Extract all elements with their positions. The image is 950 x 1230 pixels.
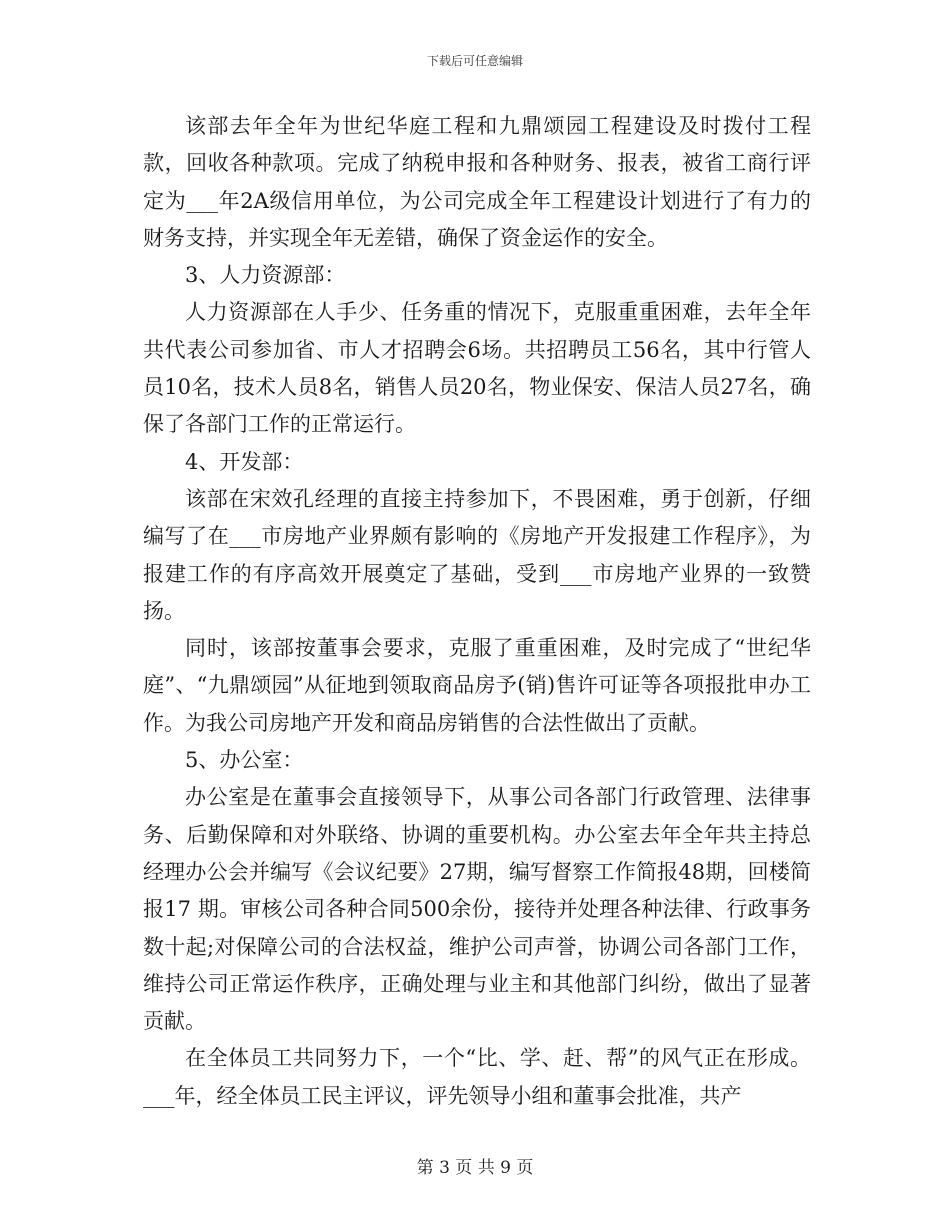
paragraph-development-1: 该部在宋效孔经理的直接主持参加下，不畏困难，勇于创新，仔细编写了在___市房地产业界颇有影响的《房地产开发报建工作程序》，为报建工作的有序高效开展奠定了基础，受到___市房地产业界的一致赞扬。	[143, 486, 811, 623]
paragraph-closing: 在全体员工共同努力下，一个“比、学、赶、帮”的风气正在形成。___年，经全体员工民主评议，评先领导小组和董事会批准，共产	[143, 1046, 811, 1108]
page-header: 下载后可任意编辑	[426, 54, 523, 68]
section-heading-hr: 3、人力资源部：	[185, 263, 346, 288]
document-body	[143, 108, 811, 1115]
paragraph-hr: 人力资源部在人手少、任务重的情况下，克服重重困难，去年全年共代表公司参加省、市人才招聘会6场。共招聘员工56名，其中行管人员10名，技术人员8名，销售人员20名，物业保安、保洁人员27名，确保了各部门工作的正常运行。	[143, 300, 811, 437]
section-heading-development: 4、开发部：	[185, 449, 304, 474]
paragraph-finance-summary: 该部去年全年为世纪华庭工程和九鼎颂园工程建设及时拨付工程款，回收各种款项。完成了纳税申报和各种财务、报表，被省工商行评定为___年2A级信用单位，为公司完成全年工程建设计划进行了有力的财务支持，并实现全年无差错，确保了资金运作的安全。	[143, 114, 811, 250]
paragraph-development-2: 同时，该部按董事会要求，克服了重重困难，及时完成了“世纪华庭”、“九鼎颂园”从征地到领取商品房予(销)售许可证等各项报批申办工作。为我公司房地产开发和商品房销售的合法性做出了贡献。	[143, 636, 811, 735]
section-heading-office: 5、办公室：	[185, 748, 304, 773]
page-number: 第 3 页 共 9 页	[416, 1158, 534, 1178]
paragraph-office: 办公室是在董事会直接领导下，从事公司各部门行政管理、法律事务、后勤保障和对外联络、协调的重要机构。办公室去年全年共主持总经理办公会并编写《会议纪要》27期，编写督察工作简报48期，回楼简报17 期。审核公司各种合同500余份，接待并处理各种法律、行政事务数十起;对保障公司的合法权益，维护公司声誉，协调公司各部门工作，维持公司正常运作秩序，正确处理与业主和其他部门纠纷，做出了显著贡献。	[143, 785, 811, 1034]
